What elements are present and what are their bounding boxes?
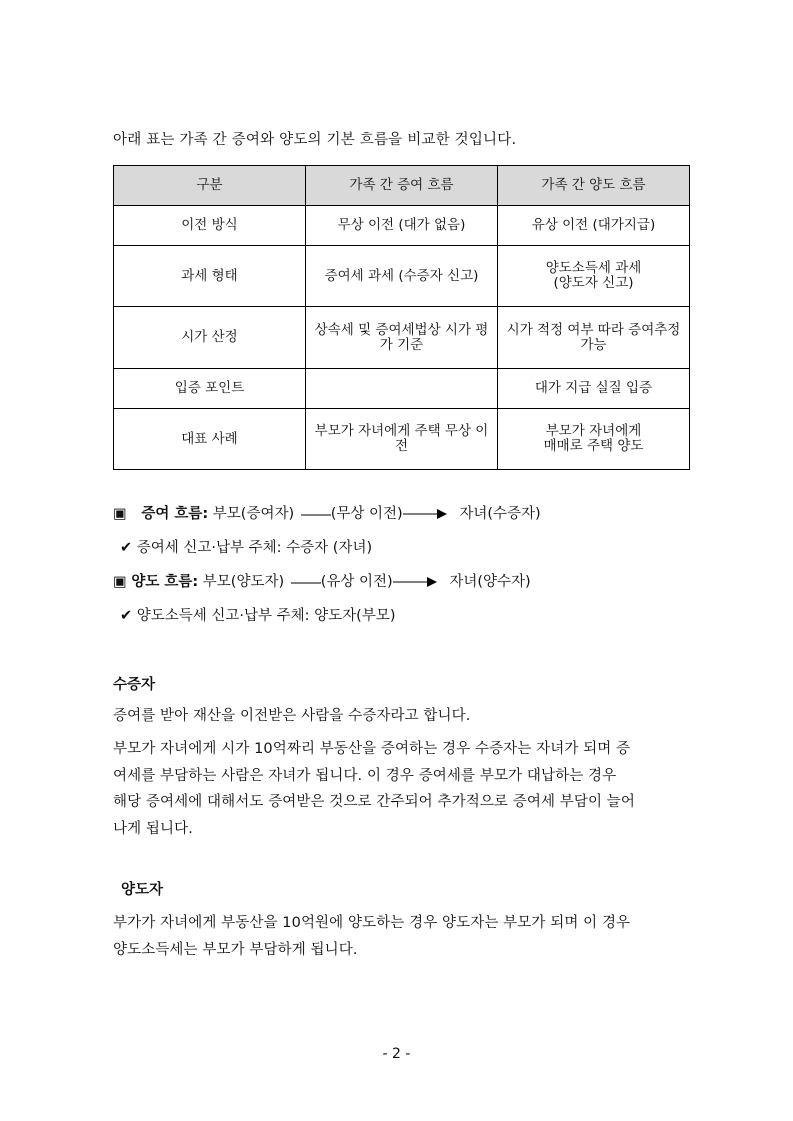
- gift-cell: 증여세 과세 (수증자 신고): [306, 246, 498, 307]
- transfer-cell-line: 양도소득세 과세: [545, 260, 642, 276]
- donee-heading: 수증자: [113, 677, 156, 693]
- table-header: 구분: [114, 166, 306, 206]
- gift-cell: 무상 이전 (대가 없음): [306, 206, 498, 246]
- gift-flow-to: 자녀(수증자): [459, 506, 541, 522]
- gift-flow-title: 증여 흐름:: [141, 506, 209, 522]
- table-header-row: [114, 166, 690, 206]
- check-icon: ✔: [120, 608, 133, 624]
- transfer-cell-line: 부모가 자녀에게: [545, 423, 642, 439]
- row-label: 시가 산정: [114, 307, 306, 369]
- donee-paragraph-2: [113, 736, 693, 842]
- transferor-paragraph: [113, 910, 693, 963]
- transfer-cell: [498, 246, 690, 307]
- table-row: [114, 369, 690, 409]
- comparison-table: [113, 165, 690, 470]
- transfer-flow-from: 부모(양도자): [202, 574, 285, 590]
- transfer-flow-to: 자녀(양수자): [449, 574, 531, 590]
- page-number: - 2 -: [382, 1046, 411, 1062]
- transfer-note: [120, 604, 396, 625]
- table-header: 가족 간 양도 흐름: [498, 166, 690, 206]
- table-row: [114, 206, 690, 246]
- table-row: [114, 409, 690, 470]
- transfer-flow-title: 양도 흐름:: [131, 574, 199, 590]
- gift-note-text: 증여세 신고·납부 주체: 수증자 (자녀): [136, 540, 373, 556]
- transfer-cell: 대가 지급 실질 입증: [498, 369, 690, 409]
- line-icon: [289, 577, 321, 587]
- table-row: [114, 307, 690, 369]
- arrow-right-icon: [393, 575, 439, 589]
- transfer-cell: [498, 409, 690, 470]
- paragraph-line: 양도소득세는 부모가 부담하게 됩니다.: [113, 941, 358, 958]
- square-marker-icon: ▣: [113, 506, 127, 522]
- table-row: [114, 246, 690, 307]
- table-header: 가족 간 증여 흐름: [306, 166, 498, 206]
- row-label: 입증 포인트: [114, 369, 306, 409]
- gift-note: [120, 536, 372, 557]
- transfer-cell-line: 매매로 주택 양도: [543, 438, 644, 454]
- gift-flow-from: 부모(증여자): [212, 506, 295, 522]
- paragraph-line: 여세를 부담하는 사람은 자녀가 됩니다. 이 경우 증여세를 부모가 대납하는 경우: [113, 767, 617, 784]
- square-marker-icon: ▣: [113, 574, 127, 590]
- row-label: 이전 방식: [114, 206, 306, 246]
- transfer-flow-middle: (유상 이전): [320, 574, 393, 590]
- gift-cell: 상속세 및 증여세법상 시가 평가 기준: [306, 307, 498, 369]
- paragraph-line: 해당 증여세에 대해서도 증여받은 것으로 간주되어 추가적으로 증여세 부담이 늘어: [113, 794, 636, 810]
- paragraph-line: 부가가 자녀에게 부동산을 10억원에 양도하는 경우 양도자는 부모가 되며 이 경우: [113, 915, 631, 931]
- donee-paragraph-1: 증여를 받아 재산을 이전받은 사람을 수증자라고 합니다.: [113, 708, 471, 724]
- check-icon: ✔: [120, 540, 133, 556]
- gift-flow-line: [113, 502, 541, 523]
- paragraph-line: 나게 됩니다.: [113, 820, 193, 837]
- intro-text: 아래 표는 가족 간 증여와 양도의 기본 흐름을 비교한 것입니다.: [113, 132, 517, 148]
- transfer-note-text: 양도소득세 신고·납부 주체: 양도자(부모): [136, 608, 396, 624]
- gift-cell: 부모가 자녀에게 주택 무상 이전: [306, 409, 498, 470]
- paragraph-line: 부모가 자녀에게 시가 10억짜리 부동산을 증여하는 경우 수증자는 자녀가 되며 증: [113, 741, 631, 757]
- arrow-right-icon: [403, 507, 449, 521]
- row-label: 대표 사례: [114, 409, 306, 470]
- gift-flow-middle: (무상 이전): [330, 506, 403, 522]
- transfer-cell: 시가 적정 여부 따라 증여추정 가능: [498, 307, 690, 369]
- transfer-cell-line: (양도자 신고): [553, 275, 634, 291]
- row-label: 과세 형태: [114, 246, 306, 307]
- transfer-cell: 유상 이전 (대가지급): [498, 206, 690, 246]
- line-icon: [299, 509, 331, 519]
- gift-cell: [306, 369, 498, 409]
- transferor-heading: 양도자: [121, 882, 164, 898]
- transfer-flow-line: [113, 570, 531, 591]
